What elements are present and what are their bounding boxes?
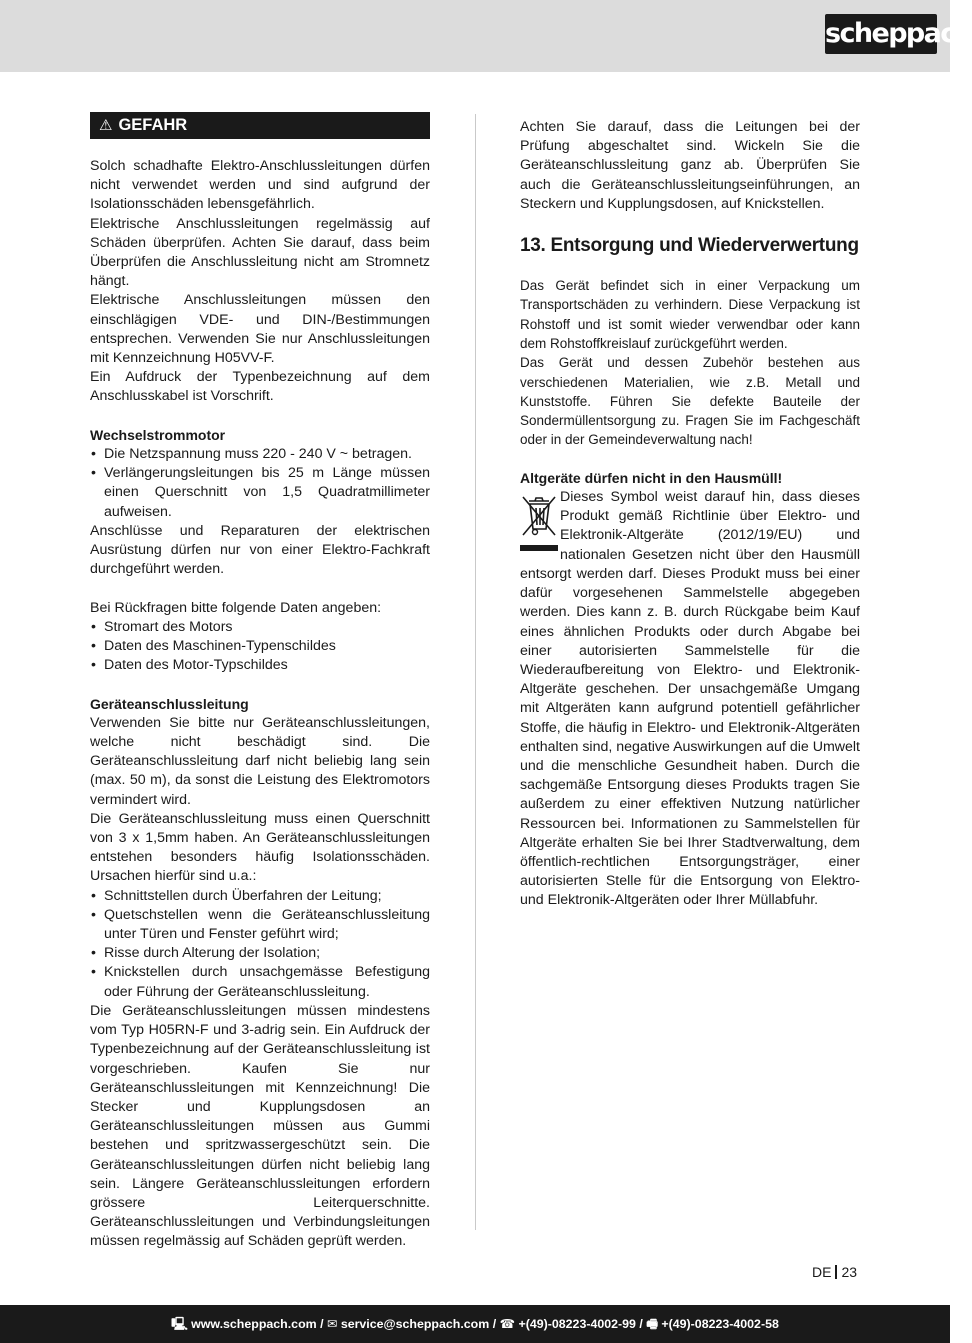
weee-heading: Altgeräte dürfen nicht in den Hausmüll!: [520, 469, 783, 486]
cable-heading: Geräteanschlussleitung: [90, 695, 249, 712]
page-number: [812, 1264, 857, 1280]
paragraph: Solch schadhafte Elektro-Anschlussleitungen dürfen nicht verwendet werden und sind aufgrund der Isolationsschäden lebensgefährlich.: [90, 158, 430, 213]
footer-sep: /: [635, 1317, 647, 1331]
list-item: • Die Netzspannung muss 220 - 240 V ~ betragen.: [90, 445, 430, 464]
paragraph: Das Gerät befindet sich in einer Verpackung um Transportschäden zu verhindern. Diese Verpackung ist Rohstoff und ist somit wieder verwendbar oder kann dem Rohstoffkreislauf zurückgeführt werden.: [520, 278, 860, 351]
scheppach-logo: scheppach: [825, 14, 937, 54]
motor-heading: Wechselstrommotor: [90, 426, 226, 443]
monitor-icon: 🖳: [171, 1317, 192, 1331]
paragraph: Verwenden Sie bitte nur Geräteanschlussleitungen, welche nicht beschädigt sind. Die Geräteanschlussleitung darf nicht beliebig lang sein (max. 50 m), da sonst die Leistung des Elektromotors vermindert wird.: [90, 714, 430, 808]
footer-fax: +(49)-08223-4002-58: [661, 1317, 779, 1331]
mail-icon: ✉: [326, 1317, 341, 1331]
footer-sep: /: [316, 1317, 327, 1331]
page-separator: [835, 1265, 837, 1279]
paragraph: Anschlüsse und Reparaturen der elektrischen Ausrüstung dürfen nur von einer Elektro-Fachkraft durchgeführt werden.: [90, 522, 430, 578]
data-list: [90, 618, 430, 676]
danger-banner: [90, 112, 430, 139]
list-item: • Schnittstellen durch Überfahren der Leitung;: [90, 887, 430, 906]
footer-band: [0, 1305, 950, 1343]
header-band: [0, 0, 950, 72]
paragraph: Dieses Symbol weist darauf hin, dass dieses Produkt gemäß Richtlinie über Elektro- und Elektronik-Altgeräte (2012/19/EU) und nationalen Gesetzen nicht über den Hausmüll entsorgt werden darf. Dieses Produkt muss bei einer dafür vorgesehenen Sammelstelle abgegeben werden. Dies kann z. B. durch Rückgabe beim Kauf eines ähnlichen Produkts oder durch Abgabe bei einer autorisierten Sammelstelle für die Wiederaufbereitung von Elektro- und Elektronik- Altgeräte geschehen. Der unsachgemäße Umgang mit Altgeräten kann aufgrund potentiell gefährlicher Stoffe, die häufig in Elektro- und Elektronik-Altgeräten enthalten sind, negative Auswirkungen auf die Umwelt und die menschliche Gesundheit haben. Durch die sachgemäße Entsorgung dieses Produkts tragen Sie außerdem zu einer effektiven Nutzung natürlicher Ressourcen bei. Informationen zu Sammelstellen für Altgeräte erhalten Sie bei Ihrer Stadtverwaltung, dem öffentlich-rechtlichen Entsorgungsträger, einer autorisierten Stelle für die Entsorgung von Elektro- und Elektronik-Altgeräten oder Ihrer Müllabfuhr.: [520, 489, 860, 909]
fax-icon: 🖷: [646, 1317, 662, 1331]
list-item: • Quetschstellen wenn die Geräteanschlussleitung unter Türen und Fenster geführt wird;: [90, 906, 430, 944]
footer-website[interactable]: www.scheppach.com: [191, 1317, 317, 1331]
paragraph: Das Gerät und dessen Zubehör bestehen aus verschiedenen Materialien, wie z.B. Metall und Kunststoffe. Führen Sie defekte Bauteile der Sondermüllentsorgung zu. Fragen Sie im Fachgeschäft oder in der Gemeindeverwaltung nach!: [520, 355, 860, 448]
cause-list: [90, 887, 430, 1002]
footer-phone: +(49)-08223-4002-99: [518, 1317, 636, 1331]
paragraph: Die Geräteanschlussleitung muss einen Querschnitt von 3 x 1,5mm haben. An Geräteanschlussleitungen entstehen besonders häufig Isolationsschäden. Ursachen hierfür sind u.a.:: [90, 810, 430, 885]
crossed-out-bin-icon: [520, 493, 558, 553]
right-column: [520, 112, 860, 911]
paragraph: Elektrische Anschlussleitungen regelmässig auf Schäden überprüfen. Achten Sie darauf, dass beim Überprüfen die Anschlussleitung nicht am Stromnetz hängt.: [90, 215, 430, 290]
footer-email[interactable]: service@scheppach.com: [340, 1317, 490, 1331]
paragraph: Bei Rückfragen bitte folgende Daten angeben:: [90, 599, 382, 616]
motor-list: [90, 445, 430, 522]
paragraph: Die Geräteanschlussleitungen müssen mindestens vom Typ H05RN-F und 3-adrig sein. Ein Aufdruck der Typenbezeichnung auf der Geräteanschlussleitung ist vorgeschrieben. Kaufen Sie nur Geräteanschlussleitungen mit Kennzeichnung! Die Stecker und Kupplungsdosen an Geräteanschlussleitungen müssen aus Gummi bestehen und spritzwassergeschützt sein. Die Geräteanschlussleitungen dürfen nicht beliebig lang sein. Längere Geräteanschlussleitungen erfordern grössere Leiterquerschnitte. Geräteanschlussleitungen und Verbindungsleitungen müssen regelmässig auf Schäden geprüft werden.: [90, 1002, 430, 1250]
paragraph: Achten Sie darauf, dass die Leitungen bei der Prüfung abgeschaltet sind. Wickeln Sie die Geräteanschlussleitung ganz ab. Überprüfen Sie auch die Geräteanschlussleitungseinführungen, an Steckern und Kupplungsdosen, auf Knickstellen.: [520, 119, 860, 212]
list-item: • Risse durch Alterung der Isolation;: [90, 944, 430, 963]
page-num: 23: [841, 1264, 858, 1280]
paragraph: Elektrische Anschlussleitungen müssen den einschlägigen VDE- und DIN-/Bestimmungen entsprechen. Verwenden Sie nur Anschlussleitungen mit Kennzeichnung H05VV-F.: [90, 292, 430, 367]
phone-icon: ☎: [499, 1317, 519, 1331]
paragraph: Ein Aufdruck der Typenbezeichnung auf dem Anschlusskabel ist Vorschrift.: [90, 369, 430, 405]
list-item: • Daten des Maschinen-Typenschildes: [90, 637, 430, 656]
warning-icon: ⚠: [99, 117, 113, 134]
danger-title: GEFAHR: [118, 116, 188, 134]
weee-block: [520, 488, 860, 910]
column-divider: [475, 114, 476, 1230]
footer-sep: /: [489, 1317, 500, 1331]
list-item: • Stromart des Motors: [90, 618, 430, 637]
page-lang: DE: [812, 1264, 832, 1280]
list-item: • Verlängerungsleitungen bis 25 m Länge müssen einen Querschnitt von 1,5 Quadratmillimeter aufweisen.: [90, 464, 430, 522]
list-item: • Daten des Motor-Typschildes: [90, 656, 430, 675]
left-column: [90, 112, 430, 1252]
list-item: • Knickstellen durch unsachgemässe Befestigung oder Führung der Geräteanschlussleitung.: [90, 963, 430, 1001]
section-title: 13. Entsorgung und Wiederverwertung: [520, 235, 859, 257]
